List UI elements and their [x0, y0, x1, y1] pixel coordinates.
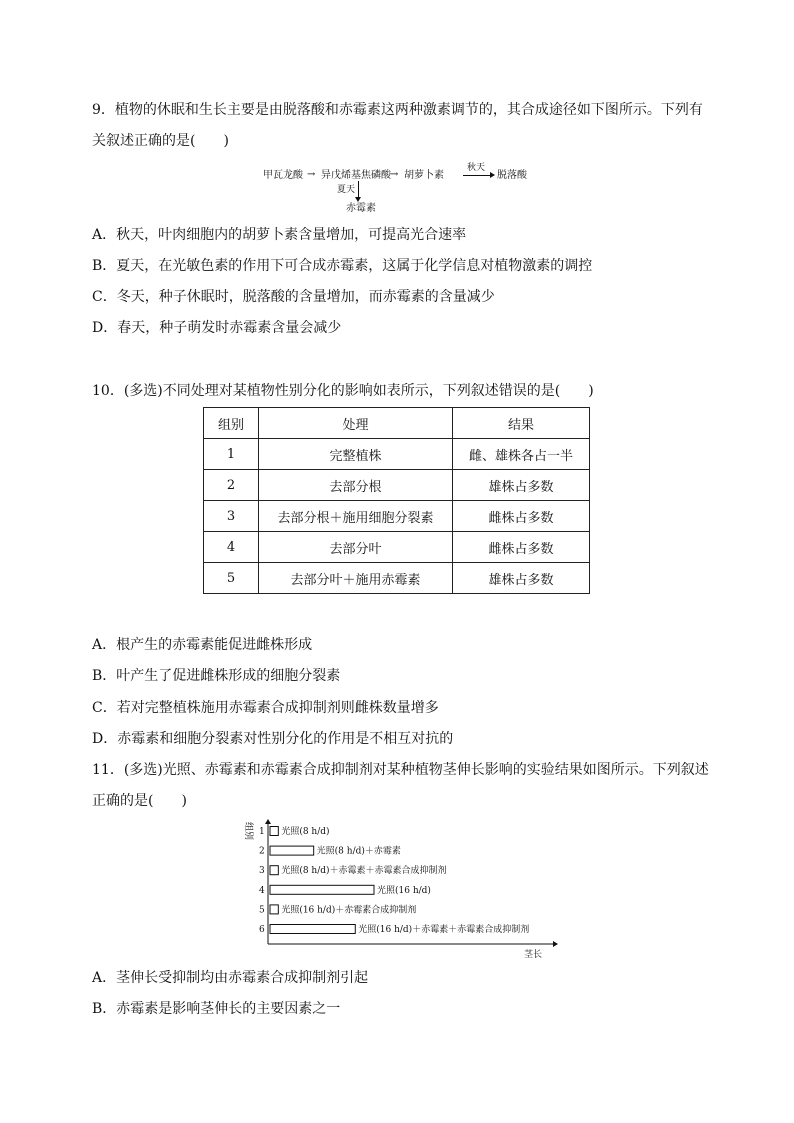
q10-option-b: B．叶产生了促进雌株形成的细胞分裂素: [92, 668, 341, 684]
table-cell: 雌株占多数: [453, 501, 590, 532]
q11-stem-line1: 11．(多选)光照、赤霉素和赤霉素合成抑制剂对某种植物茎伸长影响的实验结果如图所示。下列叙述: [92, 762, 709, 778]
pathway-arrowhead-autumn: [490, 172, 495, 178]
category-tick-label: 4: [259, 885, 265, 896]
q10-stem: 10．(多选)不同处理对某植物性别分化的影响如表所示，下列叙述错误的是( ): [92, 383, 594, 399]
table-row: [204, 501, 590, 532]
bar: [270, 827, 278, 836]
table-cell: 3: [204, 501, 259, 532]
pathway-node-carotene: 胡萝卜素: [404, 170, 444, 181]
q9-option-b: B．夏天，在光敏色素的作用下可合成赤霉素，这属于化学信息对植物激素的调控: [92, 258, 593, 274]
bar: [270, 905, 278, 914]
category-tick-label: 2: [259, 846, 265, 857]
q10-option-c: C．若对完整植株施用赤霉素合成抑制剂则雌株数量增多: [92, 700, 439, 716]
pathway-arrow-autumn: [463, 175, 493, 176]
bar: [270, 866, 278, 875]
q9-option-d: D．春天，种子萌发时赤霉素含量会减少: [92, 320, 342, 336]
table-cell: 去部分根＋施用细胞分裂素: [259, 501, 453, 532]
table-cell: 5: [204, 563, 259, 594]
q9-option-c: C．冬天，种子休眠时，脱落酸的含量增加，而赤霉素的含量减少: [92, 289, 495, 305]
q10-option-a: A．根产生的赤霉素能促进雌株形成: [92, 637, 313, 653]
table-cell: 雌、雄株各占一半: [453, 439, 590, 470]
table-cell: 去部分根: [259, 470, 453, 501]
table-header-row: [204, 408, 590, 439]
category-tick-label: 6: [259, 925, 265, 935]
table-row: [204, 563, 590, 594]
table-cell: 雄株占多数: [453, 563, 590, 594]
table-cell: 雌株占多数: [453, 532, 590, 563]
table-header-cell: 组别: [204, 408, 259, 439]
pathway-arrowhead-summer: [355, 197, 361, 202]
pathway-arrow-2: →: [390, 169, 399, 180]
bar-label: 光照(8 h/d)＋赤霉素＋赤霉素合成抑制剂: [281, 866, 447, 877]
bar-label: 光照(16 h/d): [377, 885, 431, 896]
q11-option-b: B．赤霉素是影响茎伸长的主要因素之一: [92, 1001, 341, 1017]
table-cell: 1: [204, 439, 259, 470]
pathway-label-autumn: 秋天: [467, 163, 486, 173]
q11-bar-chart: [235, 818, 565, 958]
bar-label: 光照(8 h/d)＋赤霉素: [316, 846, 401, 857]
bar: [270, 925, 355, 934]
pathway-node-mevalonic-acid: 甲瓦龙酸: [263, 170, 303, 181]
bars-layer: [259, 825, 529, 935]
bar: [270, 846, 314, 855]
y-axis-arrowhead: [265, 819, 271, 824]
x-axis-label: 茎长: [524, 950, 543, 958]
table-cell: 去部分叶＋施用赤霉素: [259, 563, 453, 594]
table-row: [204, 470, 590, 501]
table-header-cell: 结果: [453, 408, 590, 439]
category-tick-label: 1: [259, 827, 265, 837]
table-cell: 2: [204, 470, 259, 501]
q11-stem-line2: 正确的是( ): [92, 793, 187, 809]
table-cell: 完整植株: [259, 439, 453, 470]
q9-stem-line2: 关叙述正确的是( ): [92, 133, 229, 149]
table-row: [204, 532, 590, 563]
table-header-cell: 处理: [259, 408, 453, 439]
y-axis-label: 组别: [243, 822, 253, 841]
q10-option-d: D．赤霉素和细胞分裂素对性别分化的作用是不相互对抗的: [92, 731, 454, 747]
x-axis-arrowhead: [553, 941, 558, 947]
table-row: [204, 439, 590, 470]
category-tick-label: 3: [259, 866, 265, 877]
category-tick-label: 5: [259, 905, 265, 916]
q11-option-a: A．茎伸长受抑制均由赤霉素合成抑制剂引起: [92, 970, 369, 986]
pathway-node-abscisic-acid: 脱落酸: [497, 170, 527, 181]
q9-stem-line1: 9．植物的休眠和生长主要是由脱落酸和赤霉素这两种激素调节的，其合成途径如下图所示。下列有: [92, 102, 703, 118]
table-cell: 去部分叶: [259, 532, 453, 563]
q9-option-a: A．秋天，叶肉细胞内的胡萝卜素含量增加，可提高光合速率: [92, 227, 467, 243]
bar-label: 光照(16 h/d)＋赤霉素合成抑制剂: [281, 905, 417, 916]
bar-label: 光照(16 h/d)＋赤霉素＋赤霉素合成抑制剂: [358, 925, 530, 935]
table-cell: 4: [204, 532, 259, 563]
q10-table: [203, 407, 590, 594]
pathway-node-gibberellin: 赤霉素: [346, 203, 376, 214]
bar-label: 光照(8 h/d): [281, 827, 330, 837]
pathway-arrow-1: →: [307, 169, 316, 180]
pathway-node-ipp: 异戊烯基焦磷酸: [321, 170, 391, 181]
bar: [270, 885, 374, 894]
pathway-label-summer: 夏天: [337, 185, 356, 195]
table-cell: 雄株占多数: [453, 470, 590, 501]
pathway-arrow-summer: [358, 181, 359, 198]
